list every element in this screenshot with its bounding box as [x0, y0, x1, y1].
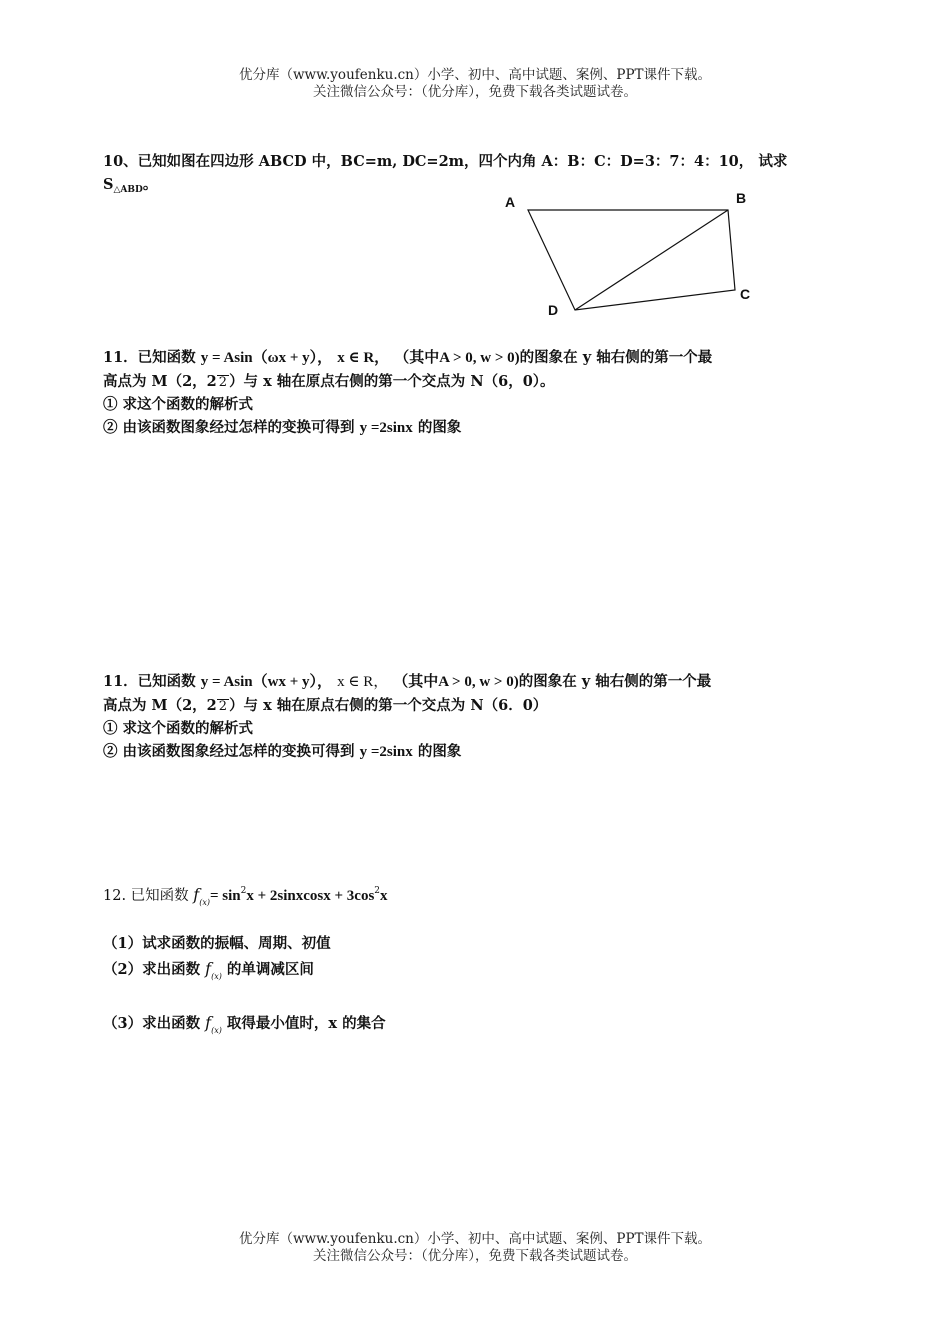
q11a-line-1 [103, 346, 848, 370]
q11b-number: 11．已知函数 [103, 673, 196, 690]
vertex-label-a: A [505, 194, 516, 210]
q12-part-3-post: 取得最小值时，x 的集合 [226, 1015, 386, 1032]
q11a-function: y = Asin（ωx + y）， [200, 350, 333, 366]
q10-text: 10、已知如图在四边形 ABCD 中，BC=m, DC=2m，四个内角 A：B：C：D=3：7：4：10， 试求 [103, 153, 788, 170]
vertex-label-b: B [736, 190, 747, 206]
q11b-line-1 [103, 670, 848, 694]
footer-line-2: 关注微信公众号：（优分库），免费下载各类试题试卷。 [313, 1248, 637, 1264]
q12-part-2-pre: （2）求出函数 [103, 961, 201, 978]
q12-part-2-f: f [205, 959, 212, 978]
q11a-condition: （其中A > 0, w > 0) [394, 350, 520, 366]
q11b-point-m: 高点为 M（2，2 [103, 697, 217, 714]
q11a-item-2-post: 的图象 [417, 419, 462, 436]
q11b-line-2 [103, 694, 848, 717]
question-11-second [103, 670, 848, 764]
q11b-point-n: ）与 x 轴在原点右侧的第一个交点为 N（6．0） [229, 697, 548, 714]
question-12 [103, 876, 848, 1045]
q11b-item-2 [103, 740, 848, 764]
q12-eq: = sin [209, 888, 241, 904]
q11a-sqrt: 2 [218, 375, 228, 390]
q11b-domain: x ∈ R， [337, 674, 389, 690]
q11b-sqrt: 2 [218, 699, 228, 714]
footer-line-1: 优分库（www.youfenku.cn）小学、初中、高中试题、案例、PPT课件下载。 [238, 1231, 712, 1247]
q12-number: 12. 已知函数 [103, 888, 189, 904]
q12-part-3-pre: （3）求出函数 [103, 1015, 201, 1032]
vertex-label-c: C [740, 286, 751, 302]
quadrilateral-outline [528, 210, 735, 310]
header-line-2: 关注微信公众号：（优分库），免费下载各类试题试卷。 [313, 84, 637, 100]
q12-sup-2: 2 [374, 886, 381, 896]
q11b-condition: （其中A > 0, w > 0) [393, 674, 519, 690]
diagonal-bd [575, 210, 728, 310]
q12-f-arg: (x) [199, 898, 210, 907]
q11a-number: 11．已知函数 [103, 349, 196, 366]
q12-part-2 [103, 955, 848, 991]
q12-part-2-f-arg: (x) [211, 972, 222, 981]
quadrilateral-figure [495, 185, 765, 325]
page-footer [0, 1231, 950, 1265]
q11b-item-1: ① 求这个函数的解析式 [103, 720, 254, 737]
q12-end: x [380, 888, 388, 904]
page-header [0, 67, 950, 101]
q11a-item-2 [103, 416, 848, 440]
q12-part-3-f-arg: (x) [211, 1026, 222, 1035]
q12-sup-1: 2 [240, 886, 247, 896]
q12-mid: x + 2sinxcosx + 3cos [246, 888, 375, 904]
q11a-point-n: ）与 x 轴在原点右侧的第一个交点为 N（6，0）。 [229, 373, 555, 390]
q11a-item-2-pre: ② 由该函数图象经过怎样的变换可得到 [103, 419, 355, 436]
q11a-item-2-func: y =2sinx [359, 420, 413, 436]
q12-part-3-f: f [205, 1013, 212, 1032]
q11b-item-2-post: 的图象 [417, 743, 462, 760]
header-line-1: 优分库（www.youfenku.cn）小学、初中、高中试题、案例、PPT课件下载。 [238, 67, 712, 83]
q12-part-1: （1）试求函数的振幅、周期、初值 [103, 935, 331, 952]
vertex-label-d: D [548, 302, 559, 318]
q10-s-label: S [103, 176, 114, 193]
q12-part-2-post: 的单调减区间 [226, 961, 314, 978]
q10-s-end: 。 [142, 176, 158, 193]
q11b-function: y = Asin（wx + y）， [200, 674, 333, 690]
q11b-item-2-pre: ② 由该函数图象经过怎样的变换可得到 [103, 743, 355, 760]
q10-s-sub: △ABD [113, 185, 143, 195]
q11a-point-m: 高点为 M（2，2 [103, 373, 217, 390]
q12-part-3 [103, 1009, 848, 1045]
question-11-first [103, 346, 848, 440]
q11a-rest: 的图象在 y 轴右侧的第一个最 [519, 349, 713, 366]
q12-line-1 [103, 876, 848, 918]
q11a-line-2 [103, 370, 848, 393]
q11b-item-2-func: y =2sinx [359, 744, 413, 760]
q11a-item-1: ① 求这个函数的解析式 [103, 396, 254, 413]
q12-f-symbol: f [193, 885, 200, 904]
q11a-domain: x ∈ R， [337, 350, 390, 366]
q11b-rest: 的图象在 y 轴右侧的第一个最 [518, 673, 712, 690]
